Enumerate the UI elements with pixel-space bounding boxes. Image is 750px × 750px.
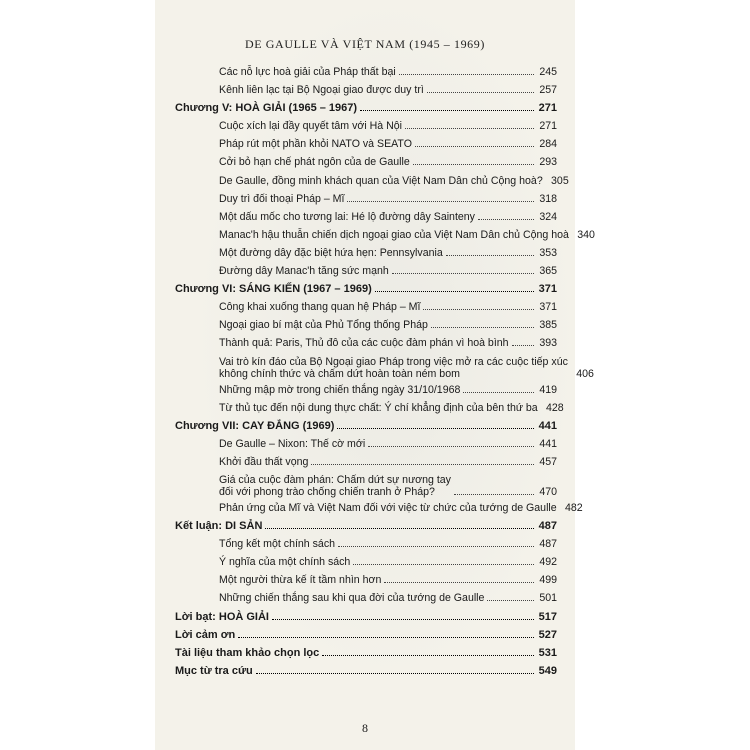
toc-entry-title: Manac'h hậu thuẫn chiến dịch ngoại giao của Việt Nam Dân chủ Cộng hoà [219, 228, 569, 241]
dot-leader [399, 73, 534, 75]
toc-entry-title: Những mập mờ trong chiến thắng ngày 31/10/1968 [219, 383, 461, 396]
dot-leader [384, 581, 534, 583]
toc-page-number: 271 [538, 102, 557, 115]
toc-entry-title-line: Giá của cuộc đàm phán: Chấm dứt sự nương tay [219, 473, 451, 486]
running-title: DE GAULLE VÀ VIỆT NAM (1945 – 1969) [245, 37, 485, 51]
dot-leader [478, 218, 534, 220]
toc-page-number: 501 [539, 592, 557, 605]
toc-page-number: 441 [539, 437, 557, 450]
toc-page-number: 371 [539, 301, 557, 314]
toc-section-entry [175, 211, 557, 223]
dot-leader [265, 527, 534, 529]
toc-section-entry [175, 138, 557, 150]
toc-entry-title: Pháp rút một phần khỏi NATO và SEATO [219, 138, 412, 151]
toc-entry-title: Những chiến thắng sau khi qua đời của tướng de Gaulle [219, 592, 485, 605]
toc-entry-title: Cuộc xích lại đầy quyết tâm với Hà Nội [219, 120, 402, 133]
toc-page-number: 318 [539, 192, 557, 205]
toc-entry-title: Chương VII: CAY ĐẮNG (1969) [175, 419, 335, 432]
toc-page-number: 245 [539, 66, 557, 78]
toc-chapter-entry [175, 102, 557, 114]
toc-entry-title: Lời bạt: HOÀ GIẢI [175, 610, 269, 623]
toc-page-number: 324 [539, 210, 557, 223]
dot-leader [347, 200, 534, 202]
toc-entry-title: Thành quả: Paris, Thủ đô của các cuộc đàm phán vì hoà bình [219, 337, 509, 350]
toc-section-entry [175, 193, 557, 205]
toc-entry-title: Kênh liên lạc tại Bộ Ngoại giao được duy trì [219, 84, 424, 97]
dot-leader [415, 145, 534, 147]
toc-entry-title: Phản ứng của Mĩ và Việt Nam đối với việc từ chức của tướng de Gaulle [219, 501, 557, 514]
toc-section-entry [175, 574, 557, 586]
dot-leader [256, 672, 534, 674]
toc-entry-title: Đường dây Manac'h tăng sức mạnh [219, 265, 389, 278]
toc-entry-title: Chương V: HOÀ GIẢI (1965 – 1967) [175, 102, 358, 115]
toc-chapter-entry [175, 283, 557, 295]
toc-chapter-entry [175, 420, 557, 432]
toc-page-number: 293 [539, 156, 557, 169]
toc-entry-title [219, 474, 451, 498]
toc-section-entry [175, 301, 557, 313]
toc-section-entry [175, 156, 557, 168]
dot-leader [392, 272, 534, 274]
toc-page-number: 371 [538, 283, 557, 296]
dot-leader [272, 618, 534, 620]
dot-leader [405, 127, 534, 129]
toc-page-number: 385 [539, 319, 557, 332]
dot-leader [446, 254, 534, 256]
toc-section-entry [175, 456, 557, 468]
toc-entry-title: De Gaulle – Nixon: Thế cờ mới [219, 437, 366, 450]
toc-page-number: 428 [546, 401, 564, 414]
toc-entry-title: Duy trì đối thoại Pháp – Mĩ [219, 192, 345, 205]
toc-entry-title: Một dấu mốc cho tương lai: Hé lộ đường dây Sainteny [219, 210, 475, 223]
toc-page-number: 470 [539, 485, 557, 498]
toc-entry-title [219, 356, 568, 380]
toc-section-entry [175, 501, 583, 514]
dot-leader [423, 308, 534, 310]
toc-page-number: 305 [551, 174, 569, 187]
toc-entry-title: Từ thủ tục đến nội dung thực chất: Ý chí khẳng định của bên thứ ba [219, 401, 538, 414]
toc-section-entry [175, 592, 557, 604]
toc-entry-title: De Gaulle, đồng minh khách quan của Việt Nam Dân chủ Cộng hoà? [219, 174, 543, 187]
toc-entry-title: Lời cảm ơn [175, 628, 236, 641]
toc-section-entry [175, 401, 564, 414]
toc-entry-title: Một đường dây đặc biệt hứa hẹn: Pennsylvania [219, 246, 443, 259]
toc-entry-title: Chương VI: SÁNG KIẾN (1967 – 1969) [175, 283, 372, 296]
toc-section-entry [175, 66, 557, 78]
toc-section-entry [175, 438, 557, 450]
toc-page-number: 271 [539, 120, 557, 133]
toc-entry-title: Ý nghĩa của một chính sách [219, 556, 351, 569]
toc-chapter-entry [175, 611, 557, 623]
toc-section-entry [175, 174, 569, 187]
toc-section-entry [175, 556, 557, 568]
toc-page-number: 487 [538, 520, 557, 533]
toc-page-number: 406 [576, 367, 594, 380]
dot-leader [337, 427, 534, 429]
dot-leader [427, 91, 534, 93]
toc-entry-title-line: Vai trò kín đáo của Bộ Ngoại giao Pháp trong việc mở ra các cuộc tiếp xúc [219, 355, 568, 368]
toc-chapter-entry [175, 629, 557, 641]
toc-section-entry [175, 228, 595, 241]
toc-entry-title: Cởi bỏ hạn chế phát ngôn của de Gaulle [219, 156, 410, 169]
dot-leader [463, 391, 534, 393]
toc-page-number: 549 [538, 664, 557, 677]
toc-section-entry [175, 265, 557, 277]
dot-leader [413, 163, 534, 165]
table-of-contents [175, 66, 595, 683]
toc-entry-title: Tài liệu tham khảo chọn lọc [175, 646, 320, 659]
toc-section-entry [175, 337, 557, 349]
dot-leader [375, 290, 534, 292]
toc-chapter-entry [175, 665, 557, 677]
dot-leader [368, 445, 534, 447]
dot-leader [322, 654, 534, 656]
dot-leader [487, 599, 534, 601]
toc-page-number: 419 [539, 383, 557, 396]
toc-entry-title-line: không chính thức và chấm dứt hoàn toàn ném bom [219, 367, 460, 380]
toc-section-entry [175, 319, 557, 331]
dot-leader [311, 463, 534, 465]
toc-entry-title: Một người thừa kế ít tầm nhìn hơn [219, 574, 382, 587]
dot-leader [360, 109, 534, 111]
toc-chapter-entry [175, 520, 557, 532]
dot-leader [454, 493, 534, 495]
toc-page-number: 487 [539, 538, 557, 551]
toc-page-number: 441 [538, 419, 557, 432]
toc-section-entry [175, 355, 594, 380]
toc-page-number: 527 [538, 628, 557, 641]
toc-page-number: 499 [539, 574, 557, 587]
toc-page-number: 284 [539, 138, 557, 151]
toc-section-entry [175, 120, 557, 132]
toc-entry-title: Kết luận: DI SẢN [175, 520, 263, 533]
dot-leader [338, 545, 534, 547]
toc-entry-title: Các nỗ lực hoà giải của Pháp thất bại [219, 66, 396, 78]
toc-page-number: 492 [539, 556, 557, 569]
page-number: 8 [362, 721, 368, 735]
toc-section-entry [175, 384, 557, 396]
toc-entry-title: Mục từ tra cứu [175, 664, 253, 677]
book-page [155, 0, 595, 750]
toc-entry-title: Công khai xuống thang quan hệ Pháp – Mĩ [219, 301, 421, 314]
toc-entry-title: Tổng kết một chính sách [219, 538, 336, 551]
toc-page-number: 365 [539, 265, 557, 278]
toc-section-entry [175, 538, 557, 550]
toc-page-number: 340 [577, 228, 595, 241]
dot-leader [353, 563, 534, 565]
toc-page-number: 482 [564, 501, 583, 514]
dot-leader [431, 326, 534, 328]
toc-section-entry [175, 474, 557, 498]
toc-page-number: 393 [539, 337, 557, 350]
dot-leader [238, 636, 534, 638]
dot-leader [512, 344, 534, 346]
toc-page-number: 353 [539, 246, 557, 259]
toc-page-number: 531 [538, 646, 557, 659]
toc-section-entry [175, 84, 557, 96]
toc-entry-title: Ngoại giao bí mật của Phủ Tổng thống Pháp [219, 319, 428, 332]
toc-page-number: 517 [538, 610, 557, 623]
toc-page-number: 257 [539, 84, 557, 97]
toc-chapter-entry [175, 647, 557, 659]
toc-entry-title-line: đối với phong trào chống chiến tranh ở Pháp? [219, 485, 435, 498]
toc-section-entry [175, 247, 557, 259]
toc-page-number: 457 [539, 455, 557, 468]
toc-entry-title: Khởi đầu thất vọng [219, 455, 309, 468]
